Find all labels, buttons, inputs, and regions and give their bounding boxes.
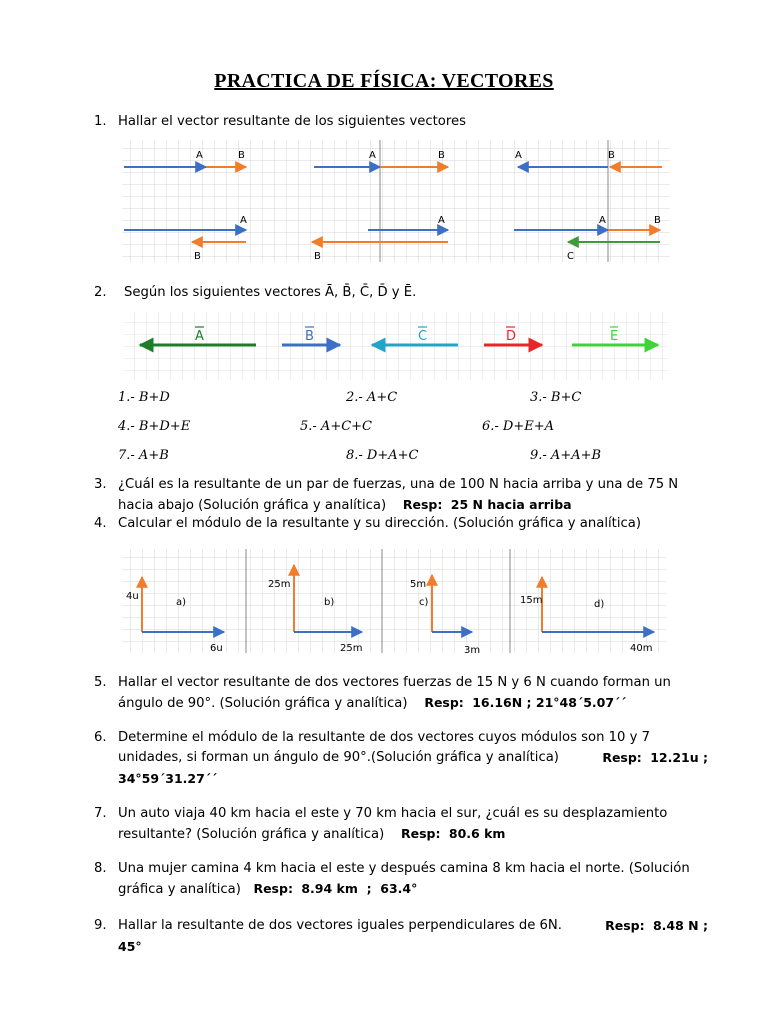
label-a: A	[438, 215, 445, 226]
answer-label: Resp:	[605, 918, 645, 933]
question-number: 5.	[94, 675, 107, 690]
question-number: 4.	[94, 516, 107, 531]
operation-item: 2.- A+C	[346, 390, 398, 405]
question-text: Calcular el módulo de la resultante y su dirección. (Solución gráfica y analítica)	[118, 516, 641, 531]
question-text: Hallar el vector resultante de los siguientes vectores	[118, 114, 466, 129]
grid	[122, 549, 666, 653]
label-c: C	[418, 329, 428, 344]
question-text: Hallar la resultante de dos vectores iguales perpendiculares de 6N. Resp: 8.48 N ; 45°	[118, 916, 708, 957]
label-b: B	[238, 150, 245, 161]
label-b: B	[305, 329, 314, 344]
answer-label: Resp:	[402, 497, 443, 512]
label-b: B	[314, 251, 321, 262]
label-a: A	[195, 329, 204, 344]
label-e: E	[610, 329, 619, 344]
question-number: 2.	[94, 285, 107, 300]
figure-vectors-1	[118, 136, 678, 266]
label: c)	[419, 597, 429, 608]
answer-continued: 45°	[118, 939, 142, 954]
label-d: D	[506, 329, 517, 344]
label-a: A	[240, 215, 247, 226]
label: 5m	[410, 579, 427, 590]
label-a: A	[196, 150, 203, 161]
question-text: Un auto viaja 40 km hacia el este y 70 km hacia el sur, ¿cuál es su desplazamiento resultante? (Solución gráfica y analítica) Resp: 80.6 km	[118, 806, 668, 842]
page-title: PRACTICA DE FÍSICA: VECTORES	[214, 70, 554, 92]
label-a: A	[599, 215, 606, 226]
label: 6u	[210, 643, 223, 654]
operation-item: 7.- A+B	[118, 448, 169, 463]
answer: 25 N hacia arriba	[450, 497, 572, 512]
question-text: Una mujer camina 4 km hacia el este y después camina 8 km hacia el norte. (Solución gráfica y analítica) Resp: 8.94 km ; 63.4°	[118, 861, 690, 897]
answer: 80.6 km	[448, 826, 506, 841]
label-a: A	[515, 150, 522, 161]
figure-vectors-2	[122, 310, 670, 382]
question-number: 1.	[94, 114, 107, 129]
operation-item: 1.- B+D	[118, 390, 170, 405]
answer-label: Resp:	[401, 826, 441, 841]
question-text: Según los siguientes vectores Ā, B̄, C̄, D̄ y Ē.	[124, 285, 417, 300]
question-text: ¿Cuál es la resultante de un par de fuerzas, una de 100 N hacia arriba y una de 75 N hacia abajo (Solución gráfica y analítica) Resp: 25 N hacia arriba	[118, 477, 679, 513]
question-number: 8.	[94, 861, 107, 876]
answer: 8.94 km ; 63.4°	[301, 881, 418, 896]
label-b: B	[654, 215, 661, 226]
question-number: 9.	[94, 918, 107, 933]
label-b: B	[438, 150, 445, 161]
operation-item: 4.- B+D+E	[118, 419, 191, 434]
operation-item: 6.- D+E+A	[482, 419, 555, 434]
label: 15m	[520, 595, 543, 606]
operations-list	[118, 390, 678, 470]
answer-label: Resp:	[602, 750, 642, 765]
answer: 16.16N ; 21°48´5.07´´	[472, 695, 627, 710]
label: a)	[176, 597, 187, 608]
grid	[122, 140, 670, 262]
label-a: A	[369, 150, 376, 161]
question-number: 6.	[94, 730, 107, 745]
label-b: B	[194, 251, 201, 262]
label: 25m	[340, 643, 363, 654]
label: b)	[324, 597, 335, 608]
label: 3m	[464, 645, 481, 656]
operation-item: 9.- A+A+B	[530, 448, 602, 463]
operation-item: 8.- D+A+C	[346, 448, 419, 463]
question-number: 3.	[94, 477, 107, 492]
operation-item: 3.- B+C	[530, 390, 582, 405]
answer-continued: 34°59´31.27´´	[118, 771, 218, 786]
operation-item: 5.- A+C+C	[300, 419, 372, 434]
figure-vectors-4	[118, 545, 670, 657]
label-c: C	[567, 251, 574, 262]
label: 25m	[268, 579, 291, 590]
answer-label: Resp:	[253, 881, 293, 896]
question-text: Hallar el vector resultante de dos vectores fuerzas de 15 N y 6 N cuando forman un ángulo de 90°. (Solución gráfica y analítica) Resp: 16.16N ; 21°48´5.07´´	[118, 675, 671, 711]
answer: 12.21u ;	[650, 750, 708, 765]
question-number: 7.	[94, 806, 107, 821]
label: d)	[594, 599, 605, 610]
label: 40m	[630, 643, 653, 654]
label-b: B	[608, 150, 615, 161]
label: 4u	[126, 591, 139, 602]
question-text: Determine el módulo de la resultante de dos vectores cuyos módulos son 10 y 7 unidades, si forman un ángulo de 90°.(Solución gráfica y analítica) Resp: 12.21u ; 34°59´31.27´´	[118, 728, 708, 789]
answer: 8.48 N ;	[652, 918, 708, 933]
answer-label: Resp:	[424, 695, 464, 710]
